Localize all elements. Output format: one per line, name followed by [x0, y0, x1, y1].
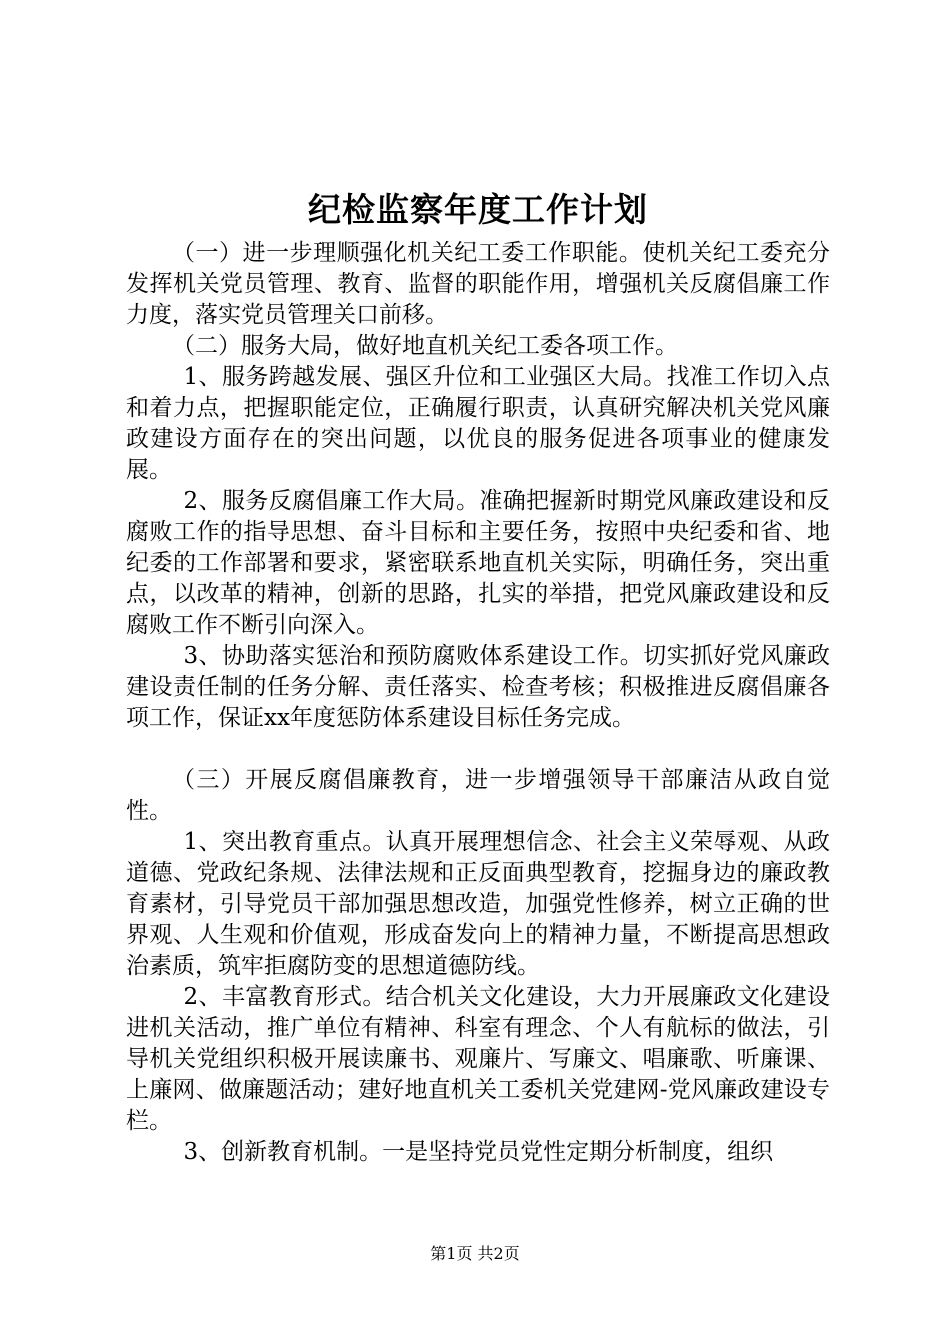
- paragraph-item-2-1: 1、服务跨越发展、强区升位和工业强区大局。找准工作切入点和着力点，把握职能定位，正确履行职责，认真研究解决机关党风廉政建设方面存在的突出问题，以优良的服务促进各项事业的健康发展。: [126, 364, 830, 483]
- paragraph-item-3-2: 2、丰富教育形式。结合机关文化建设，大力开展廉政文化建设进机关活动，推广单位有精神、科室有理念、个人有航标的做法，引导机关党组织积极开展读廉书、观廉片、写廉文、唱廉歌、听廉课、上廉网、做廉题活动；建好地直机关工委机关党建网-党风廉政建设专栏。: [126, 984, 830, 1134]
- paragraph-item-3-3: 3、创新教育机制。一是坚持党员党性定期分析制度，组织: [183, 1139, 774, 1165]
- paragraph-section-2: （二）服务大局，做好地直机关纪工委各项工作。: [172, 333, 678, 359]
- paragraph-section-1: （一）进一步理顺强化机关纪工委工作职能。使机关纪工委充分发挥机关党员管理、教育、监督的职能作用，增强机关反腐倡廉工作力度，落实党员管理关口前移。: [126, 240, 830, 328]
- paragraph-item-2-3: 3、协助落实惩治和预防腐败体系建设工作。切实抓好党风廉政建设责任制的任务分解、责任落实、检查考核；积极推进反腐倡廉各项工作，保证xx年度惩防体系建设目标任务完成。: [126, 643, 830, 731]
- blank-line: [126, 734, 830, 765]
- document-title: 纪检监察年度工作计划: [308, 190, 648, 229]
- paragraph-item-3-1: 1、突出教育重点。认真开展理想信念、社会主义荣辱观、从政道德、党政纪条规、法律法规和正反面典型教育，挖掘身边的廉政教育素材，引导党员干部加强思想改造，加强党性修养，树立正确的世界观、人生观和价值观，形成奋发向上的精神力量，不断提高思想政治素质，筑牢拒腐防变的思想道德防线。: [126, 829, 830, 979]
- paragraph-section-3: （三）开展反腐倡廉教育，进一步增强领导干部廉洁从政自觉性。: [126, 767, 830, 824]
- paragraph-item-2-2: 2、服务反腐倡廉工作大局。准确把握新时期党风廉政建设和反腐败工作的指导思想、奋斗目标和主要任务，按照中央纪委和省、地纪委的工作部署和要求，紧密联系地直机关实际，明确任务，突出重点，以改革的精神，创新的思路，扎实的举措，把党风廉政建设和反腐败工作不断引向深入。: [126, 488, 830, 638]
- page-footer: 第1页 共2页: [430, 1244, 520, 1263]
- document-page: [126, 188, 830, 1168]
